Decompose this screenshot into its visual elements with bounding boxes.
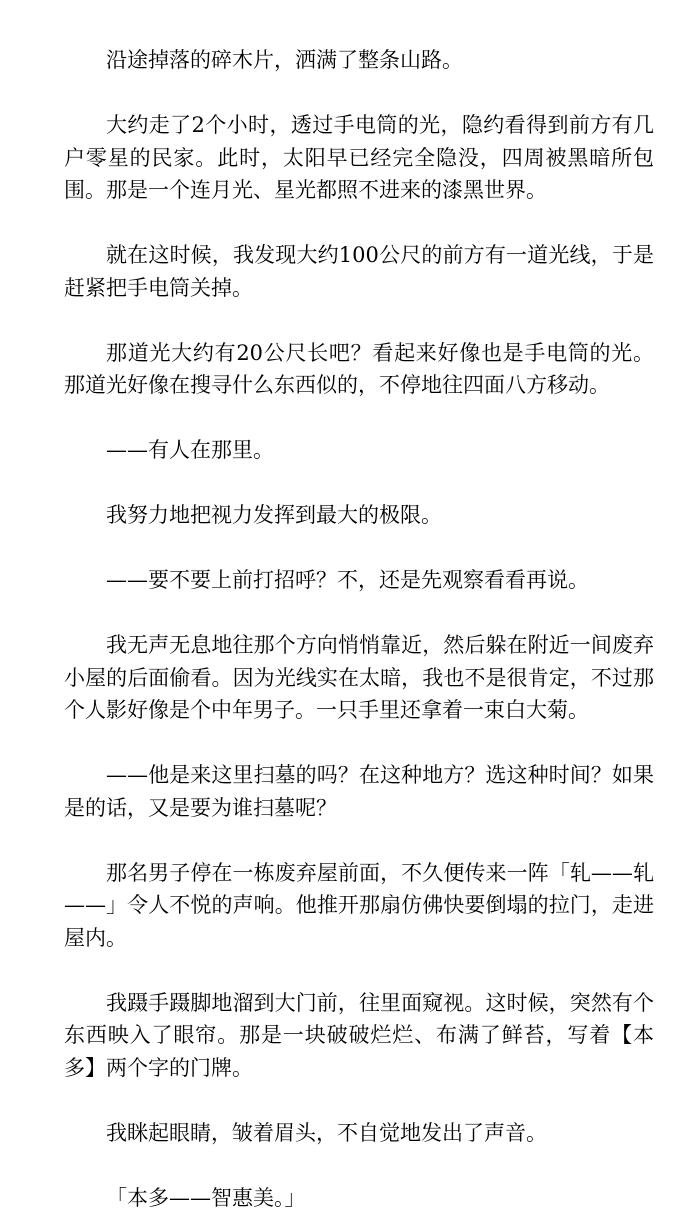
paragraph: 我无声无息地往那个方向悄悄靠近，然后躲在附近一间废弃小屋的后面偷看。因为光线实在太暗，我也不是很肯定，不过那个人影好像是个中年男子。一只手里还拿着一束白大菊。 [64,629,654,727]
paragraph: 我努力地把视力发挥到最大的极限。 [64,499,654,532]
paragraph: 我眯起眼睛，皱着眉头，不自觉地发出了声音。 [64,1117,654,1150]
paragraph: 我蹑手蹑脚地溜到大门前，往里面窥视。这时候，突然有个东西映入了眼帘。那是一块破破烂烂、布满了鲜苔，写着【本多】两个字的门牌。 [64,987,654,1085]
dialogue-line: ——有人在那里。 [64,434,654,467]
document-body [64,44,654,1214]
paragraph: 沿途掉落的碎木片，洒满了整条山路。 [64,44,654,77]
dialogue-line: ——他是来这里扫墓的吗？在这种地方？选这种时间？如果是的话，又是要为谁扫墓呢？ [64,759,654,824]
paragraph: 那名男子停在一栋废弃屋前面，不久便传来一阵「轧——轧——」令人不悦的声响。他推开那扇仿佛快要倒塌的拉门，走进屋内。 [64,857,654,955]
paragraph: 就在这时候，我发现大约100公尺的前方有一道光线，于是赶紧把手电筒关掉。 [64,239,654,304]
dialogue-line: ——要不要上前打招呼？不，还是先观察看看再说。 [64,564,654,597]
paragraph: 那道光大约有20公尺长吧？看起来好像也是手电筒的光。那道光好像在搜寻什么东西似的，不停地往四面八方移动。 [64,337,654,402]
paragraph: 大约走了2个小时，透过手电筒的光，隐约看得到前方有几户零星的民家。此时，太阳早已经完全隐没，四周被黑暗所包围。那是一个连月光、星光都照不进来的漆黑世界。 [64,109,654,207]
quoted-line: 「本多——智惠美。」 [64,1182,654,1214]
